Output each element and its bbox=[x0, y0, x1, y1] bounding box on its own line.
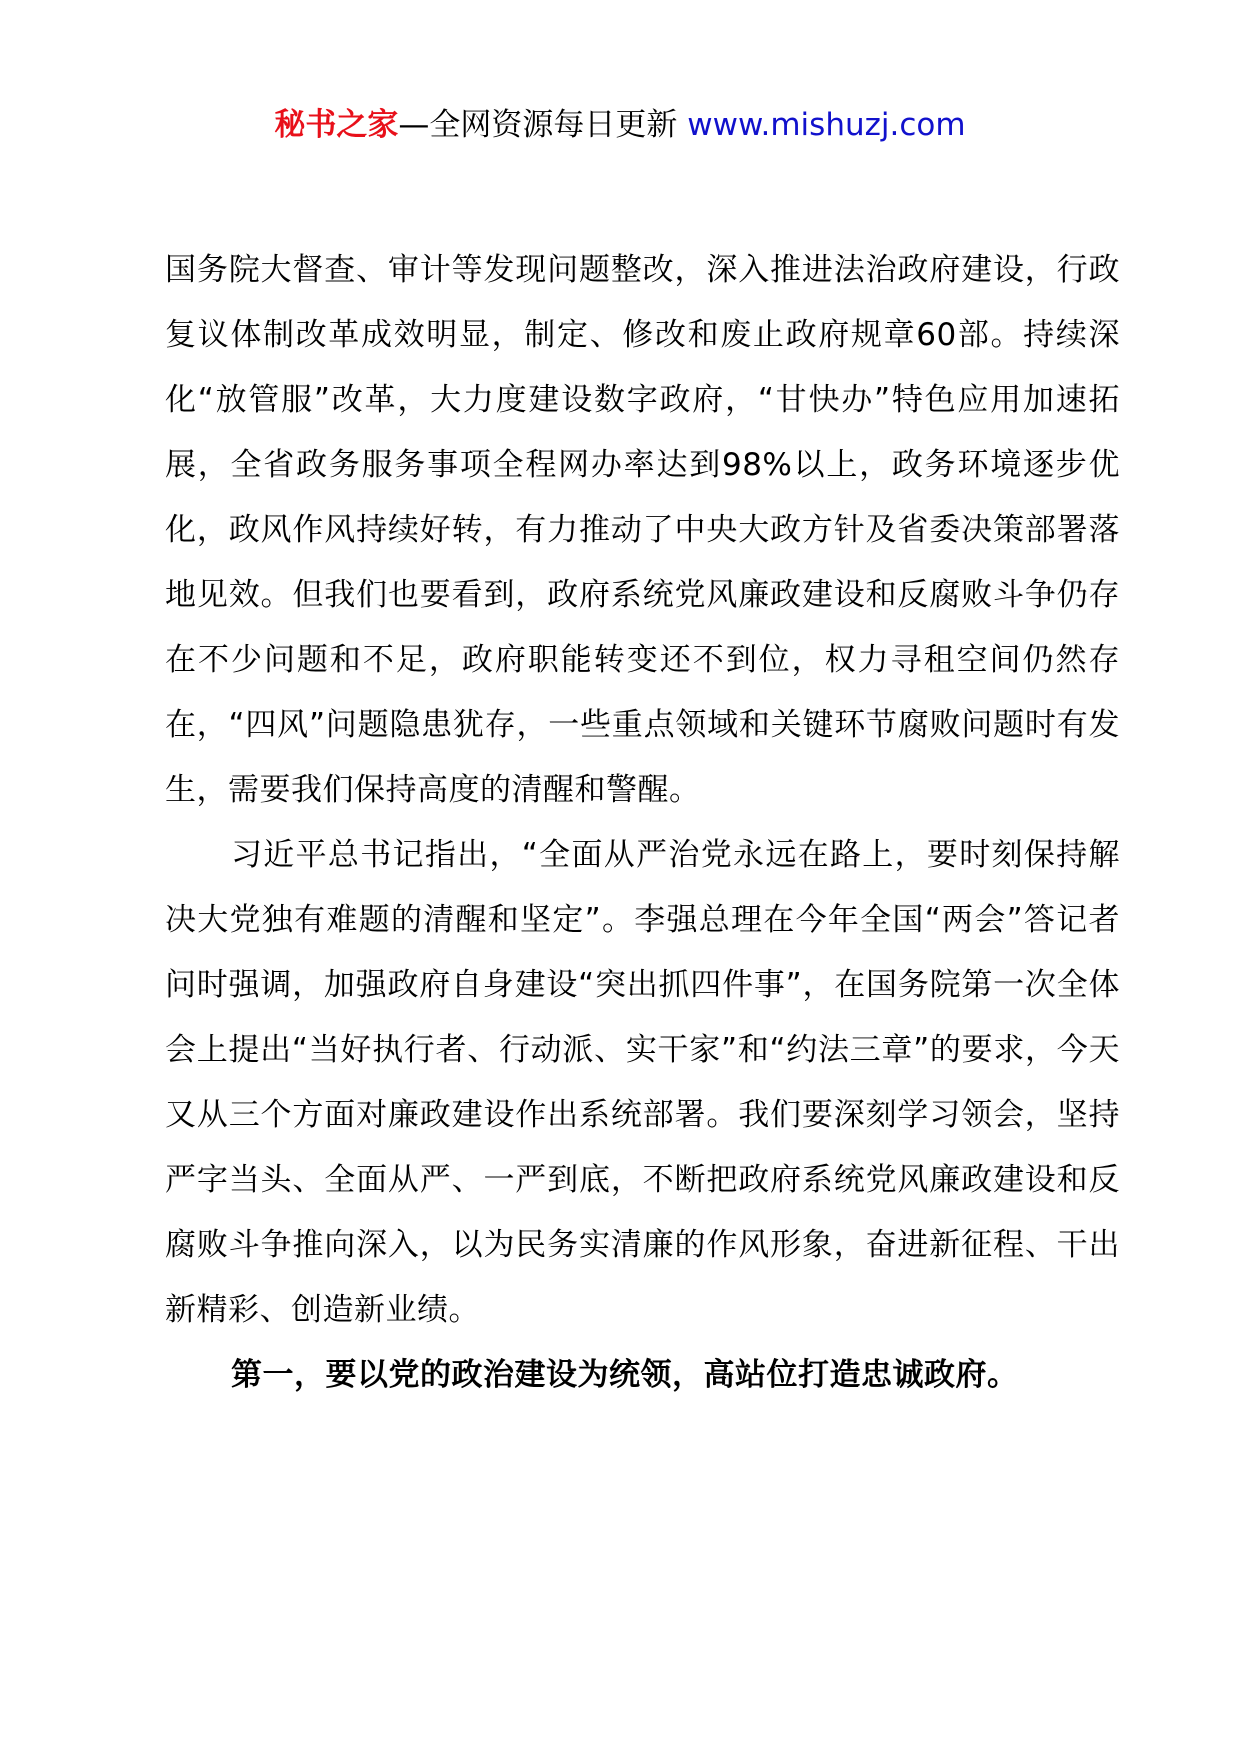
document-body bbox=[165, 238, 1120, 1408]
paragraph-1: 国务院大督查、审计等发现问题整改，深入推进法治政府建设，行政复议体制改革成效明显，制定、修改和废止政府规章60部。持续深化“放管服”改革，大力度建设数字政府，“甘快办”特色应用加速拓展，全省政务服务事项全程网办率达到98%以上，政务环境逐步优化，政风作风持续好转，有力推动了中央大政方针及省委决策部署落地见效。但我们也要看到，政府系统党风廉政建设和反腐败斗争仍存在不少问题和不足，政府职能转变还不到位，权力寻租空间仍然存在，“四风”问题隐患犹存，一些重点领域和关键环节腐败问题时有发生，需要我们保持高度的清醒和警醒。 bbox=[165, 252, 1120, 808]
section-heading: 第一，要以党的政治建设为统领，高站位打造忠诚政府。 bbox=[231, 1357, 1019, 1393]
brand-name: 秘书之家 bbox=[274, 107, 399, 143]
page-header bbox=[0, 98, 1240, 152]
header-tagline: —全网资源每日更新 bbox=[398, 107, 688, 143]
paragraph-2: 习近平总书记指出，“全面从严治党永远在路上，要时刻保持解决大党独有难题的清醒和坚定”。李强总理在今年全国“两会”答记者问时强调，加强政府自身建设“突出抓四件事”，在国务院第一次全体会上提出“当好执行者、行动派、实干家”和“约法三章”的要求，今天又从三个方面对廉政建设作出系统部署。我们要深刻学习领会，坚持严字当头、全面从严、一严到底，不断把政府系统党风廉政建设和反腐败斗争推向深入，以为民务实清廉的作风形象，奋进新征程、干出新精彩、创造新业绩。 bbox=[165, 837, 1120, 1328]
paragraph-3 bbox=[165, 1343, 1120, 1408]
website-url: www.mishuzj.com bbox=[687, 107, 966, 143]
